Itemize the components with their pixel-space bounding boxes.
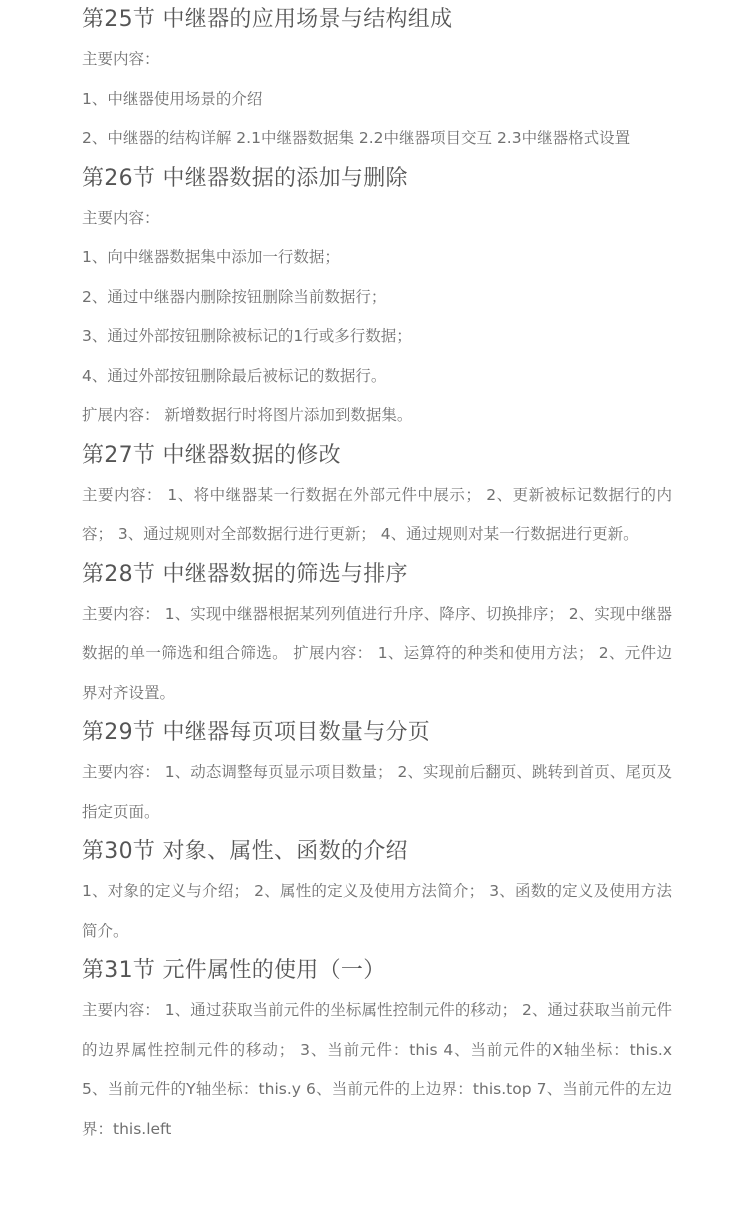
section-line: 1、中继器使用场景的介绍 — [82, 89, 263, 108]
section-30 — [82, 832, 672, 951]
section-paragraph: 1、对象的定义与介绍； 2、属性的定义及使用方法简介； 3、函数的定义及使用方法简介。 — [82, 882, 672, 940]
section-27 — [82, 436, 672, 555]
section-line: 2、通过中继器内删除按钮删除当前数据行； — [82, 287, 387, 306]
section-paragraph: 主要内容： 1、动态调整每页显示项目数量； 2、实现前后翻页、跳转到首页、尾页及指定页面。 — [82, 763, 672, 821]
section-line: 主要内容： — [82, 50, 160, 68]
section-line: 3、通过外部按钮删除被标记的1行或多行数据； — [82, 327, 412, 345]
section-line: 扩展内容： 新增数据行时将图片添加到数据集。 — [82, 406, 413, 424]
section-line: 4、通过外部按钮删除最后被标记的数据行。 — [82, 366, 387, 385]
section-title: 第30节 对象、属性、函数的介绍 — [82, 839, 408, 864]
section-28 — [82, 555, 672, 714]
section-line: 1、向中继器数据集中添加一行数据； — [82, 248, 340, 266]
section-26 — [82, 159, 672, 436]
section-title: 第25节 中继器的应用场景与结构组成 — [82, 7, 453, 32]
section-31 — [82, 951, 672, 1149]
section-title: 第27节 中继器数据的修改 — [82, 442, 341, 468]
course-outline — [82, 0, 672, 1149]
section-paragraph: 主要内容： 1、通过获取当前元件的坐标属性控制元件的移动； 2、通过获取当前元件的边界属性控制元件的移动； 3、当前元件：this 4、当前元件的X轴坐标：this.x 5、当前元件的Y轴坐标：this.y 6、当前元件的上边界：this.top 7、当前元件的左边界：this.left — [82, 1001, 672, 1138]
section-title: 第26节 中继器数据的添加与删除 — [82, 165, 408, 191]
section-title: 第28节 中继器数据的筛选与排序 — [82, 561, 408, 587]
section-29 — [82, 713, 672, 832]
section-paragraph: 主要内容： 1、将中继器某一行数据在外部元件中展示； 2、更新被标记数据行的内容； 3、通过规则对全部数据行进行更新； 4、通过规则对某一行数据进行更新。 — [82, 485, 672, 543]
section-paragraph: 主要内容： 1、实现中继器根据某列列值进行升序、降序、切换排序； 2、实现中继器数据的单一筛选和组合筛选。 扩展内容： 1、运算符的种类和使用方法； 2、元件边界对齐设置。 — [82, 604, 672, 702]
section-paragraph: 2、中继器的结构详解 2.1中继器数据集 2.2中继器项目交互 2.3中继器格式设置 — [82, 129, 631, 147]
section-25 — [82, 0, 672, 159]
section-line: 主要内容： — [82, 208, 160, 227]
section-title: 第31节 元件属性的使用（一） — [82, 958, 386, 983]
section-title: 第29节 中继器每页项目数量与分页 — [82, 720, 431, 745]
